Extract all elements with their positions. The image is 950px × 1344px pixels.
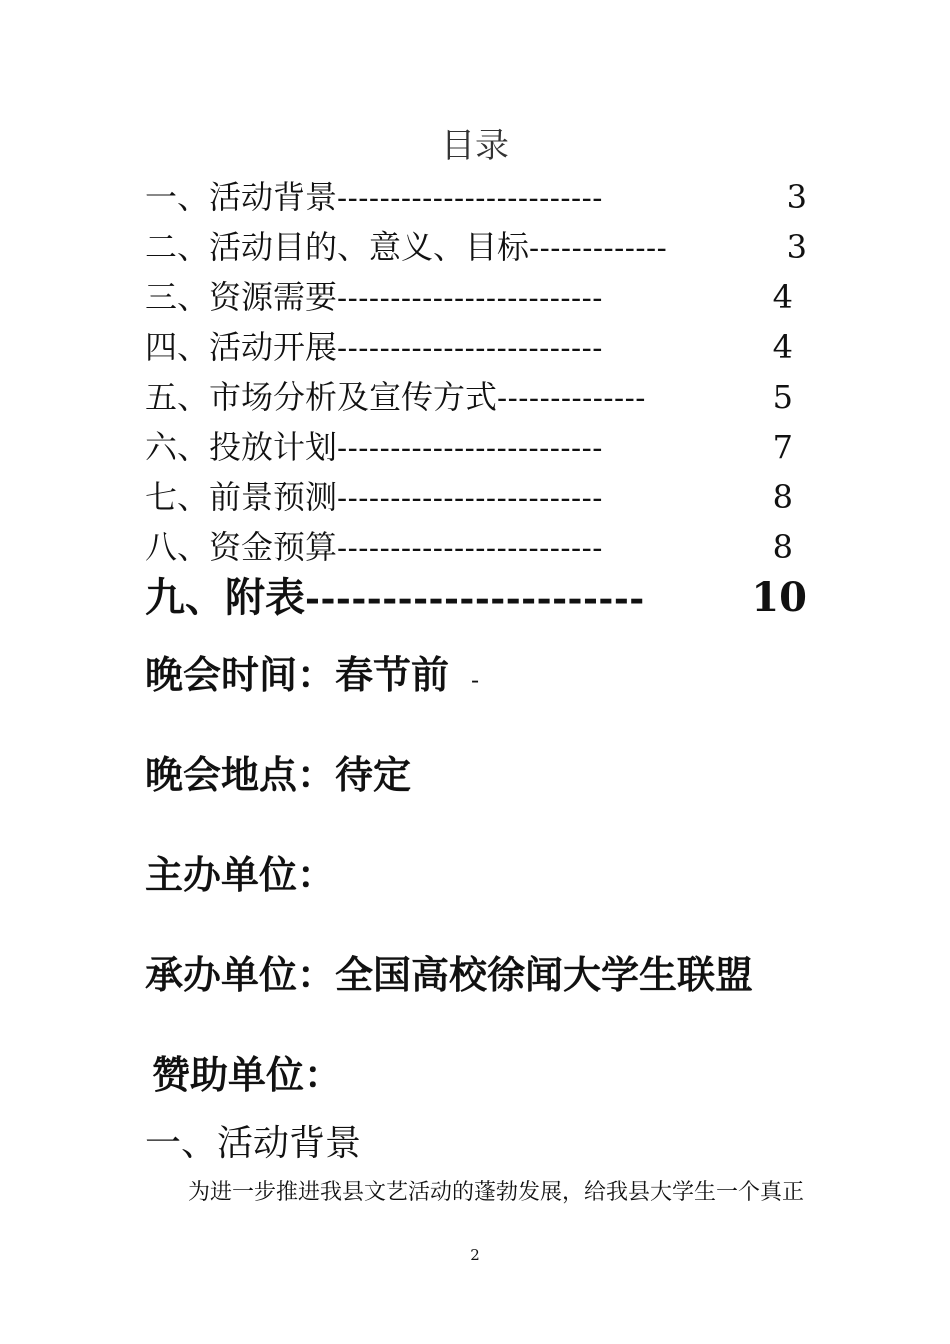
- toc-leader: -------------------------: [337, 181, 603, 216]
- toc-item-label: 八、资金预算: [145, 528, 338, 566]
- toc-item-page: 5: [772, 378, 793, 416]
- toc-item-page: 3: [786, 228, 807, 266]
- toc-item-page: 7: [772, 428, 793, 466]
- section-heading: 一、活动背景: [145, 1123, 362, 1164]
- toc-item-page: 4: [772, 328, 793, 366]
- toc-item: [145, 472, 793, 518]
- toc-leader: -------------------------: [337, 331, 603, 366]
- toc-item-page: 10: [751, 574, 807, 621]
- toc-item-page: 3: [786, 178, 807, 216]
- toc-item-label: 九、附表: [145, 574, 305, 621]
- event-time-line: [145, 644, 479, 699]
- organizer-unit: 承办单位：全国高校徐闻大学生联盟: [145, 952, 754, 997]
- toc-item-page: 8: [772, 528, 793, 566]
- toc-leader: ----------------------: [305, 578, 645, 620]
- toc-item: [145, 322, 793, 368]
- toc-item: [145, 222, 807, 268]
- page-number: 2: [470, 1246, 480, 1264]
- toc-item: [145, 422, 793, 468]
- toc-item-page: 4: [772, 278, 793, 316]
- toc-item: [145, 522, 793, 568]
- toc-item-label: 一、活动背景: [145, 178, 338, 216]
- toc-item-label: 六、投放计划: [145, 428, 338, 466]
- toc-leader: --------------: [497, 381, 646, 416]
- event-time: 晚会时间：春节前: [145, 652, 450, 697]
- toc-title: 目录: [441, 126, 509, 166]
- sponsor-unit: 赞助单位：: [152, 1052, 343, 1097]
- toc-item-label: 三、资源需要: [145, 278, 338, 316]
- toc-leader: -------------------------: [337, 281, 603, 316]
- toc-item-label: 七、前景预测: [145, 478, 338, 516]
- toc-leader: -------------: [529, 231, 668, 266]
- toc-leader: -------------------------: [337, 531, 603, 566]
- toc-leader: -------------------------: [337, 481, 603, 516]
- toc-item: [145, 172, 807, 218]
- host-unit: 主办单位：: [145, 852, 336, 897]
- toc-leader: -------------------------: [337, 431, 603, 466]
- toc-item-label: 四、活动开展: [145, 328, 338, 366]
- section-paragraph: 为进一步推进我县文艺活动的蓬勃发展，给我县大学生一个真正: [188, 1180, 805, 1205]
- toc-item-page: 8: [772, 478, 793, 516]
- event-time-mark: -: [471, 666, 480, 694]
- toc-item: [145, 272, 793, 318]
- toc-item-label: 二、活动目的、意义、目标: [145, 228, 530, 266]
- event-location: 晚会地点：待定: [145, 752, 412, 797]
- toc-item: [145, 372, 793, 418]
- toc-item-label: 五、市场分析及宣传方式: [145, 378, 498, 416]
- toc-item: [145, 566, 807, 623]
